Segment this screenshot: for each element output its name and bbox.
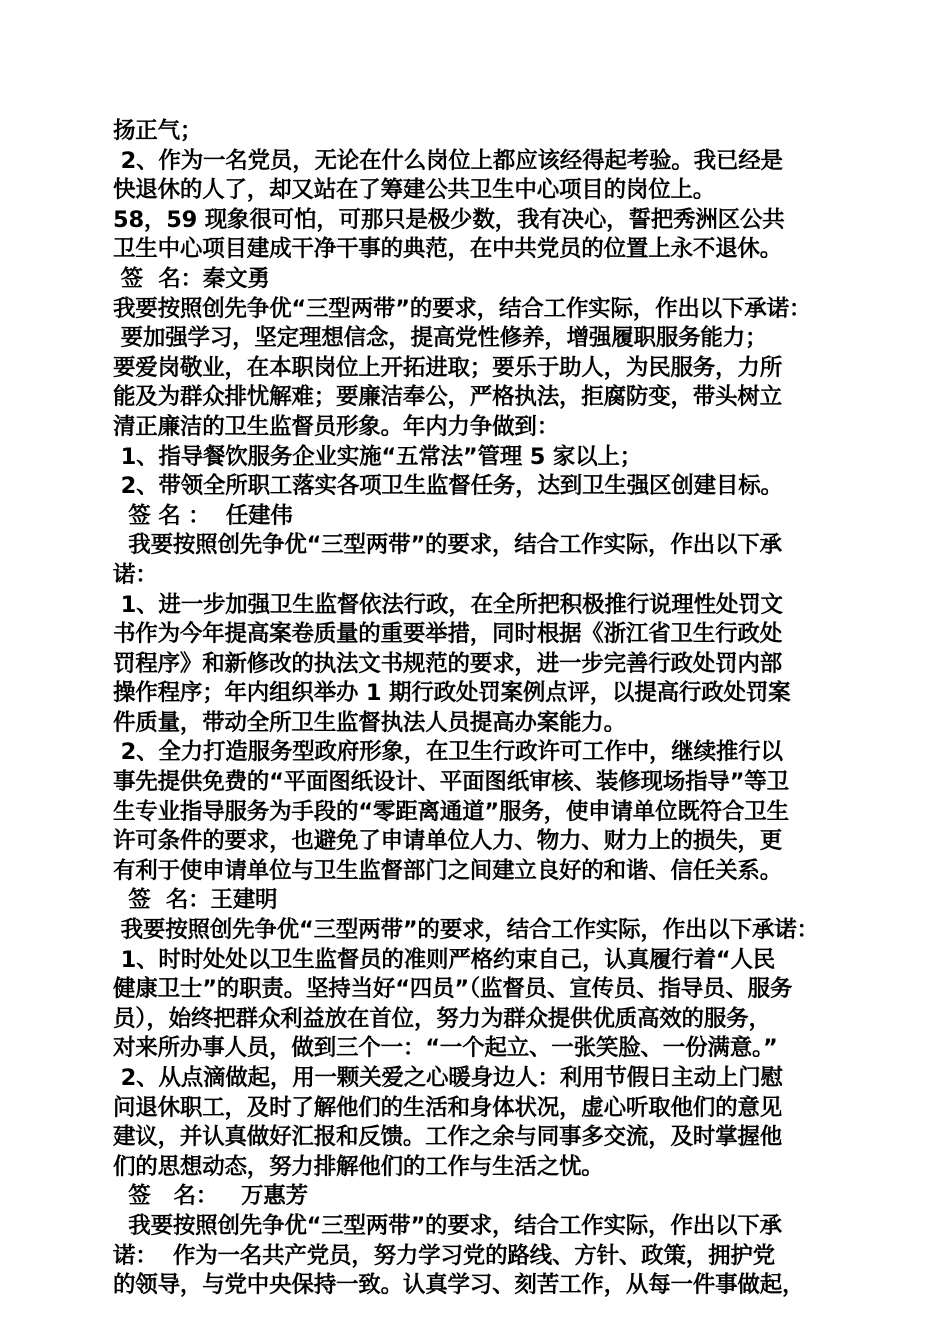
signature-line: 签 名：秦文勇 bbox=[113, 265, 270, 292]
text-line: 们的思想动态，努力排解他们的工作与生活之忧。 bbox=[113, 1153, 604, 1180]
text-line: 问退休职工，及时了解他们的生活和身体状况，虚心听取他们的意见 bbox=[113, 1094, 783, 1121]
text-line: 2、全力打造服务型政府形象，在卫生行政许可工作中，继续推行以 bbox=[113, 739, 783, 766]
text-line: 清正廉洁的卫生监督员形象。年内力争做到： bbox=[113, 413, 560, 440]
text-line: 2、作为一名党员，无论在什么岗位上都应该经得起考验。我已经是 bbox=[113, 147, 783, 174]
text-line: 1、时时处处以卫生监督员的准则严格约束自己，认真履行着“人民 bbox=[113, 946, 776, 973]
signature-line: 签 名：王建明 bbox=[113, 887, 278, 914]
text-line: 1、指导餐饮服务企业实施“五常法”管理 5 家以上； bbox=[113, 443, 642, 470]
text-line: 的领导，与党中央保持一致。认真学习、刻苦工作，从每一件事做起， bbox=[113, 1272, 805, 1299]
text-line: 许可条件的要求，也避免了申请单位人力、物力、财力上的损失，更 bbox=[113, 828, 783, 855]
text-line: 扬正气； bbox=[113, 118, 203, 144]
text-line: 要加强学习，坚定理想信念，提高党性修养，增强履职服务能力； bbox=[113, 325, 768, 352]
text-line: 健康卫士”的职责。坚持当好“四员”（监督员、宣传员、指导员、服务 bbox=[113, 976, 793, 1003]
text-line: 我要按照创先争优“三型两带”的要求，结合工作实际，作出以下承诺： bbox=[113, 917, 819, 944]
text-line: 建议，并认真做好汇报和反馈。工作之余与同事多交流，及时掌握他 bbox=[113, 1124, 783, 1151]
text-line: 诺： bbox=[113, 561, 158, 588]
text-line: 诺： 作为一名共产党员，努力学习党的路线、方针、政策，拥护党 bbox=[113, 1242, 775, 1269]
text-line: 1、进一步加强卫生监督依法行政，在全所把积极推行说理性处罚文 bbox=[113, 591, 783, 618]
text-line: 能及为群众排忧解难；要廉洁奉公，严格执法，拒腐防变，带头树立 bbox=[113, 384, 783, 411]
text-line: 2、带领全所职工落实各项卫生监督任务，达到卫生强区创建目标。 bbox=[113, 473, 783, 500]
text-line: 事先提供免费的“平面图纸设计、平面图纸审核、装修现场指导”等卫 bbox=[113, 769, 789, 796]
text-line: 罚程序》和新修改的执法文书规范的要求，进一步完善行政处罚内部 bbox=[113, 650, 783, 677]
text-line: 卫生中心项目建成干净干事的典范，在中共党员的位置上永不退休。 bbox=[113, 236, 783, 263]
text-line: 我要按照创先争优“三型两带”的要求，结合工作实际，作出以下承 bbox=[113, 532, 782, 559]
text-line: 件质量，带动全所卫生监督执法人员提高办案能力。 bbox=[113, 709, 626, 736]
text-line: 有利于使申请单位与卫生监督部门之间建立良好的和谐、信任关系。 bbox=[113, 857, 783, 884]
text-line: 对来所办事人员，做到三个一：“一个起立、一张笑脸、一份满意。” bbox=[113, 1035, 778, 1062]
text-line: 书作为今年提高案卷质量的重要举措，同时根据《浙江省卫生行政处 bbox=[113, 621, 783, 648]
text-line: 操作程序；年内组织举办 1 期行政处罚案例点评，以提高行政处罚案 bbox=[113, 680, 791, 707]
text-line: 员），始终把群众利益放在首位，努力为群众提供优质高效的服务， bbox=[113, 1005, 771, 1032]
text-line: 生专业指导服务为手段的“零距离通道”服务，使申请单位既符合卫生 bbox=[113, 798, 789, 825]
text-line: 快退休的人了，却又站在了筹建公共卫生中心项目的岗位上。 bbox=[113, 177, 716, 204]
signature-line: 签 名： 万惠芳 bbox=[113, 1183, 308, 1210]
signature-line: 签 名 ： 任建伟 bbox=[113, 502, 293, 529]
document-body bbox=[113, 117, 848, 1301]
text-line: 2、从点滴做起，用一颗关爱之心暖身边人：利用节假日主动上门慰 bbox=[113, 1065, 783, 1091]
text-line: 我要按照创先争优“三型两带”的要求，结合工作实际，作出以下承诺： bbox=[113, 295, 812, 322]
text-line: 58，59 现象很可怕，可那只是极少数，我有决心，誓把秀洲区公共 bbox=[113, 206, 785, 233]
text-line: 我要按照创先争优“三型两带”的要求，结合工作实际，作出以下承 bbox=[113, 1212, 782, 1239]
text-line: 要爱岗敬业，在本职岗位上开拓进取；要乐于助人，为民服务，力所 bbox=[113, 354, 783, 381]
